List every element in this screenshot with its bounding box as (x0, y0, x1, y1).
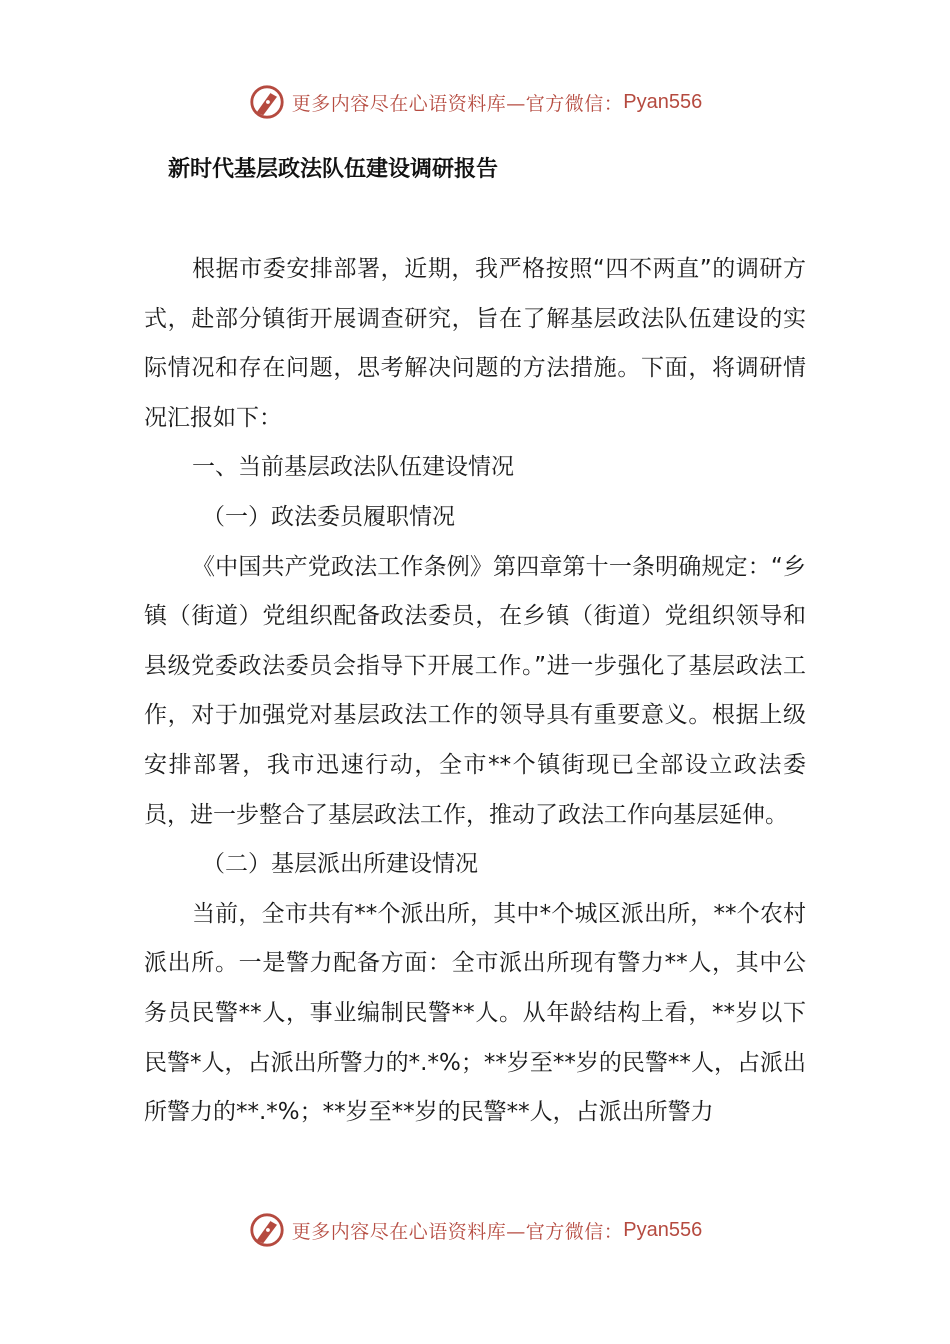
body-paragraph-1: 《中国共产党政法工作条例》第四章第十一条明确规定：“乡镇（街道）党组织配备政法委员，在乡镇（街道）党组织领导和县级党委政法委员会指导下开展工作。”进一步强化了基层政法工作，对于加强党对基层政法工作的领导具有重要意义。根据上级安排部署，我市迅速行动，全市**个镇街现已全部设立政法委员，进一步整合了基层政法工作，推动了政法工作向基层延伸。 (144, 553, 806, 828)
subsection-heading-2: （二）基层派出所建设情况 (202, 851, 478, 878)
body-paragraph-2: 当前，全市共有**个派出所，其中*个城区派出所，**个农村派出所。一是警力配备方面：全市派出所现有警力**人，其中公务员民警**人，事业编制民警**人。从年龄结构上看，**岁以下民警*人，占派出所警力的*.*%；**岁至**岁的民警**人，占派出所警力的**.*%；**岁至**岁的民警**人，占派出所警力 (144, 900, 806, 1126)
intro-paragraph: 根据市委安排部署，近期，我严格按照“四不两直”的调研方式，赴部分镇街开展调查研究，旨在了解基层政法队伍建设的实际情况和存在问题，思考解决问题的方法措施。下面，将调研情况汇报如下： (144, 256, 806, 431)
banner-text: 更多内容尽在心语资料库—官方微信： (291, 92, 624, 115)
document-body (144, 245, 806, 1138)
subsection-heading-1: （一）政法委员履职情况 (202, 503, 455, 530)
document-title: 新时代基层政法队伍建设调研报告 (168, 157, 499, 182)
pen-nib-circle-icon (248, 1211, 286, 1249)
header-watermark-banner (0, 80, 950, 124)
pen-nib-circle-icon (248, 83, 286, 121)
section-heading-1: 一、当前基层政法队伍建设情况 (192, 454, 514, 481)
banner-text: 更多内容尽在心语资料库—官方微信： (291, 1220, 624, 1243)
footer-watermark-banner (0, 1208, 950, 1252)
banner-wechat-id: Pyan556 (623, 90, 703, 113)
banner-wechat-id: Pyan556 (623, 1218, 703, 1241)
